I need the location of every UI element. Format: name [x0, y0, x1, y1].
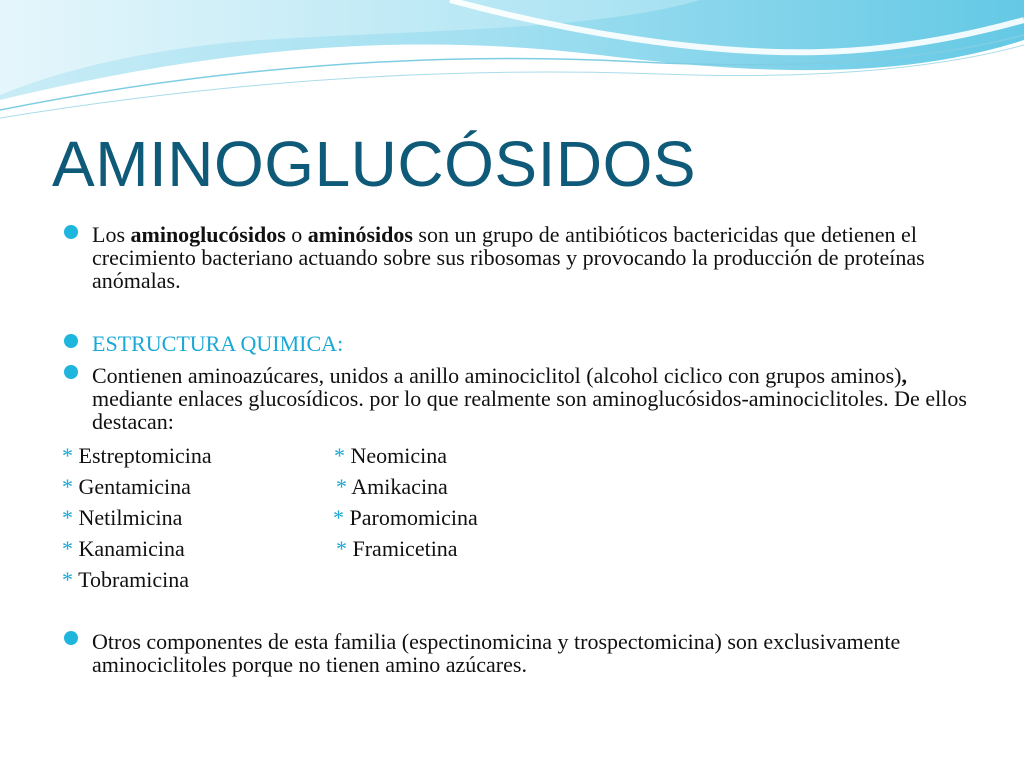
- intro-text-1: Los: [92, 222, 131, 247]
- others-paragraph: Otros componentes de esta familia (espectinomicina y trospectomicina) son exclusivamente aminociclitoles porque no tienen amino azúcares.: [92, 629, 901, 677]
- drug-row: [334, 444, 447, 467]
- drug-name: Paromomicina: [349, 505, 478, 530]
- star-marker: *: [62, 443, 73, 468]
- drug-name: Amikacina: [351, 474, 448, 499]
- star-marker: *: [333, 505, 344, 530]
- drug-row: [62, 444, 212, 467]
- drug-name: Gentamicina: [78, 474, 191, 499]
- structure-paragraph: [92, 364, 972, 433]
- drug-name: Estreptomicina: [78, 443, 212, 468]
- structure-text-1: Contienen aminoazúcares, unidos a anillo aminociclitol (alcohol ciclico con grupos aminos): [92, 363, 902, 388]
- term-aminosidos: aminósidos: [307, 222, 413, 247]
- drug-row: [62, 537, 185, 560]
- drug-name: Netilmicina: [78, 505, 183, 530]
- drug-name: Neomicina: [350, 443, 448, 468]
- drug-name: Tobramicina: [78, 567, 189, 592]
- drug-row: [62, 475, 191, 498]
- star-marker: *: [334, 443, 345, 468]
- structure-text-2: mediante enlaces glucosídicos. por lo que realmente son aminoglucósidos-aminociclitoles. De ellos destacan:: [92, 386, 967, 434]
- star-marker: *: [336, 536, 347, 561]
- structure-heading: ESTRUCTURA QUIMICA:: [92, 331, 344, 356]
- star-marker: *: [62, 474, 73, 499]
- drug-name: Kanamicina: [78, 536, 185, 561]
- intro-text-3: son un grupo de antibióticos bactericidas que detienen el crecimiento bacteriano actuando sobre sus ribosomas y provocando la producción de proteínas anómalas.: [92, 222, 925, 293]
- structure-bold-comma: ,: [901, 363, 907, 388]
- drug-row: [62, 506, 182, 529]
- drug-row: [336, 537, 458, 560]
- term-aminoglucosidos: aminoglucósidos: [130, 222, 286, 247]
- star-marker: *: [62, 536, 73, 561]
- bullet-icon: [64, 631, 78, 645]
- bullet-icon: [64, 334, 78, 348]
- drug-name: Framicetina: [352, 536, 458, 561]
- star-marker: *: [62, 505, 73, 530]
- intro-paragraph: [92, 223, 972, 292]
- star-marker: *: [336, 474, 347, 499]
- drug-row: [62, 568, 189, 591]
- star-marker: *: [62, 567, 73, 592]
- drug-row: [333, 506, 478, 529]
- intro-text-2: o: [285, 222, 308, 247]
- drug-row: [336, 475, 448, 498]
- bullet-icon: [64, 225, 78, 239]
- bullet-icon: [64, 365, 78, 379]
- slide-title: AMINOGLUCÓSIDOS: [52, 128, 697, 200]
